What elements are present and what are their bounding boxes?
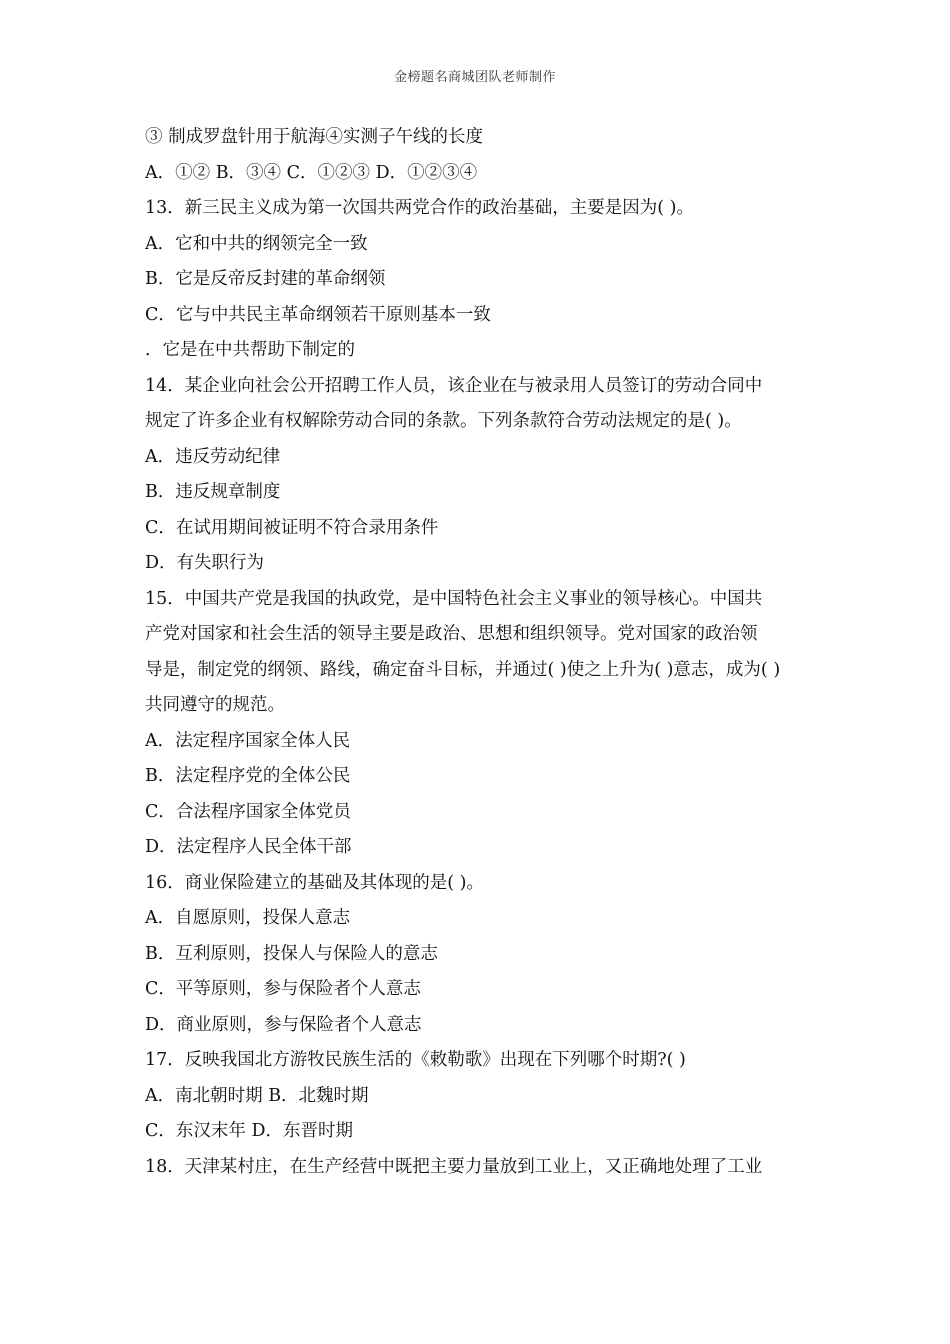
option-line: D．法定程序人民全体干部: [145, 837, 352, 857]
option-line: C．合法程序国家全体党员: [145, 801, 351, 822]
option-line: B．法定程序党的全体公民: [145, 766, 351, 786]
option-line: ．它是在中共帮助下制定的: [145, 340, 355, 360]
option-line: B．违反规章制度: [145, 482, 281, 502]
page-header: 金榜题名商城团队老师制作: [393, 70, 556, 85]
document-body: [145, 120, 810, 1185]
option-line: C．东汉末年 D．东晋时期: [145, 1121, 353, 1141]
option-line: C．在试用期间被证明不符合录用条件: [145, 517, 439, 538]
question-13: 13．新三民主义成为第一次国共两党合作的政治基础，主要是因为( )。: [145, 198, 694, 218]
option-line: D．商业原则，参与保险者个人意志: [145, 1014, 422, 1035]
option-line: B．它是反帝反封建的革命纲领: [145, 269, 386, 289]
option-line: A．南北朝时期 B．北魏时期: [145, 1085, 369, 1106]
text-line: 规定了许多企业有权解除劳动合同的条款。下列条款符合劳动法规定的是( )。: [145, 411, 742, 431]
option-line: A．违反劳动纪律: [145, 446, 281, 467]
option-line: A．法定程序国家全体人民: [145, 730, 351, 751]
text-line: 共同遵守的规范。: [145, 695, 285, 715]
question-14: 14．某企业向社会公开招聘工作人员，该企业在与被录用人员签订的劳动合同中: [145, 375, 763, 396]
option-line: B．互利原则，投保人与保险人的意志: [145, 943, 438, 964]
option-line: D．有失职行为: [145, 553, 265, 573]
text-line: A．①② B．③④ C．①②③ D．①②③④: [145, 162, 478, 183]
question-16: 16．商业保险建立的基础及其体现的是( )。: [145, 872, 484, 893]
option-line: A．自愿原则，投保人意志: [145, 908, 351, 928]
text-line: ③ 制成罗盘针用于航海④实测子午线的长度: [145, 127, 484, 147]
option-line: A．它和中共的纲领完全一致: [145, 233, 368, 254]
text-line: 导是，制定党的纲领、路线，确定奋斗目标，并通过( )使之上升为( )意志，成为( ): [145, 659, 781, 680]
option-line: C．它与中共民主革命纲领若干原则基本一致: [145, 304, 491, 325]
question-18: 18．天津某村庄，在生产经营中既把主要力量放到工业上，又正确地处理了工业: [145, 1156, 763, 1177]
text-line: 产党对国家和社会生活的领导主要是政治、思想和组织领导。党对国家的政治领: [145, 624, 758, 644]
option-line: C．平等原则，参与保险者个人意志: [145, 979, 421, 999]
question-17: 17．反映我国北方游牧民族生活的《敕勒歌》出现在下列哪个时期?( ): [145, 1050, 686, 1070]
question-15: 15．中国共产党是我国的执政党，是中国特色社会主义事业的领导核心。中国共: [145, 588, 763, 609]
